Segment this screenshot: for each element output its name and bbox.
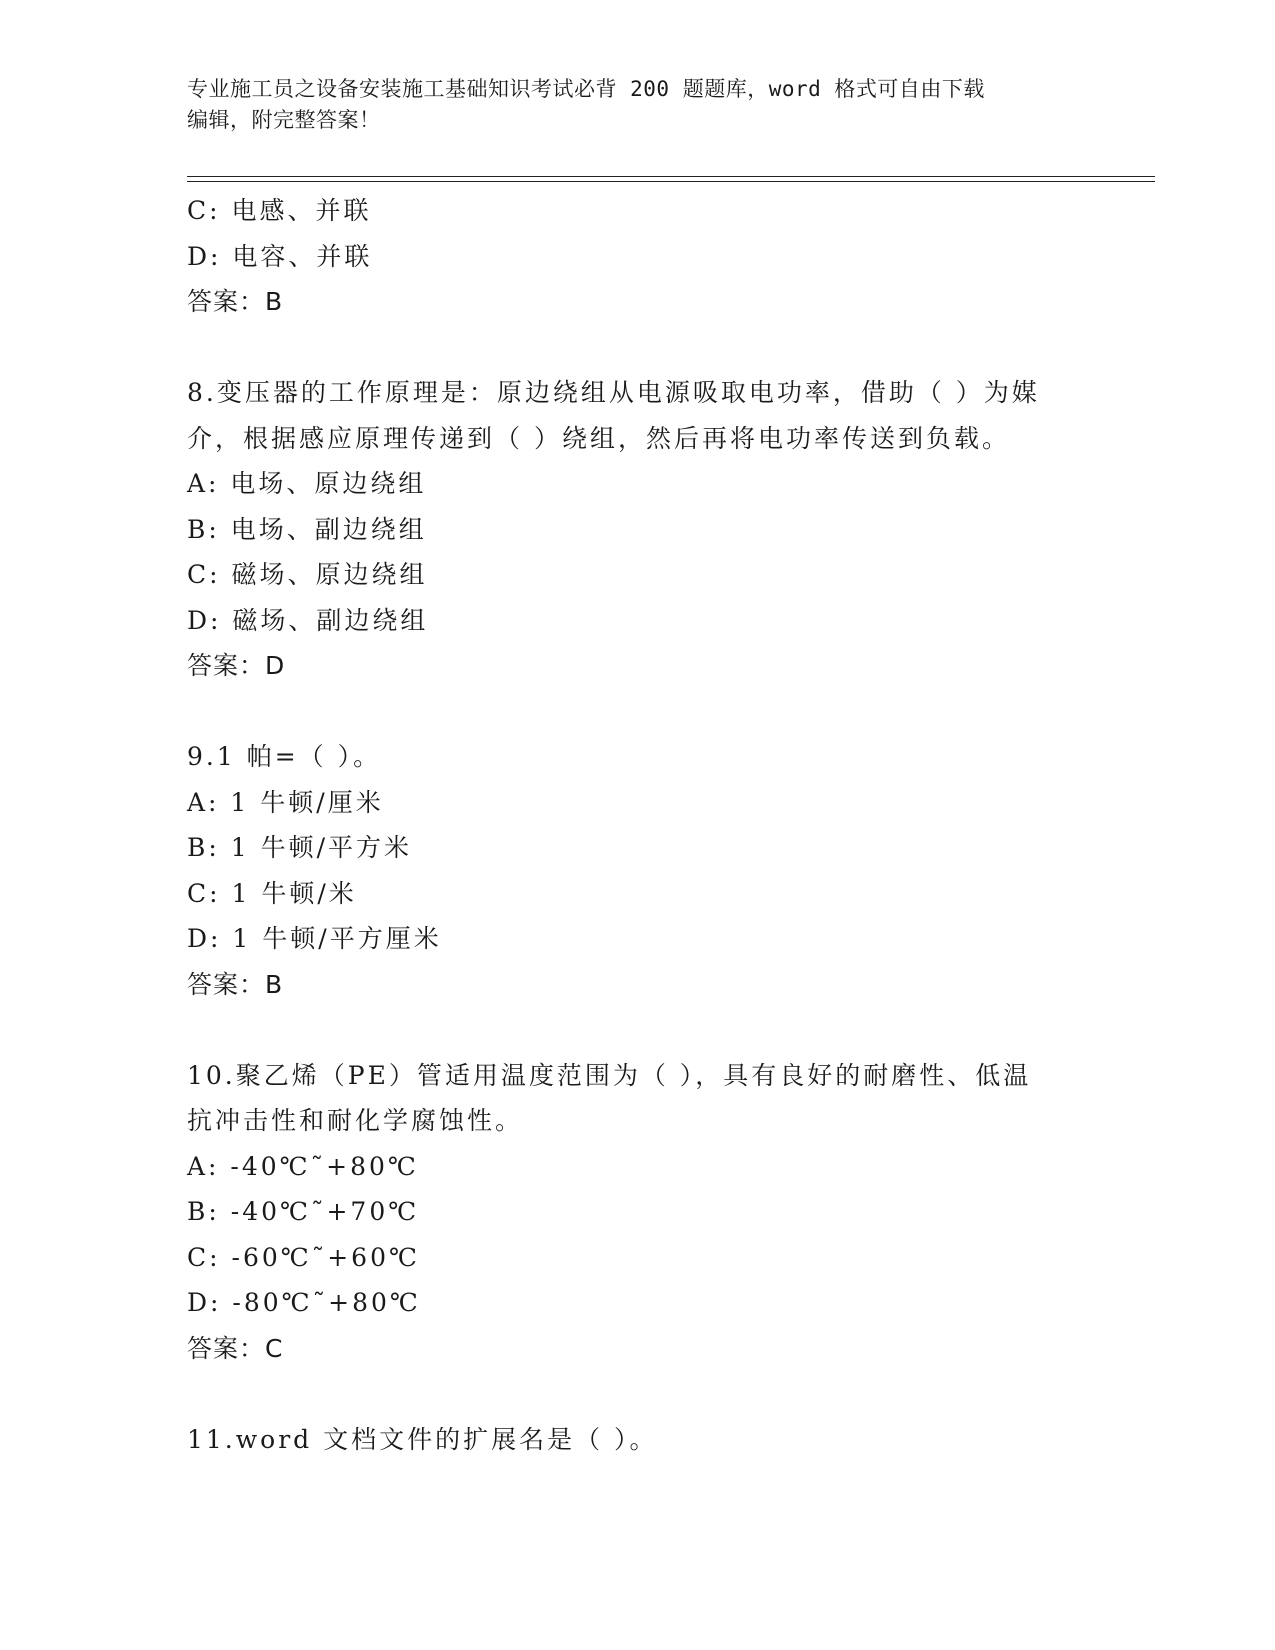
- q7-option-d: D: 电容、并联: [187, 241, 373, 271]
- header-line-2: 编辑，附完整答案！: [187, 108, 381, 132]
- q9-question: 9.1 帕=（ ）。: [187, 742, 382, 771]
- q8-option-a: A: 电场、原边绕组: [187, 469, 427, 498]
- q10-option-b: B: -40℃˜+70℃: [187, 1197, 420, 1226]
- header-line-1: 专业施工员之设备安装施工基础知识考试必背 200 题题库，word 格式可自由下载: [187, 77, 985, 101]
- q10-option-c: C: -60℃˜+60℃: [187, 1242, 420, 1272]
- q11-question: 11.word 文档文件的扩展名是（ ）。: [187, 1424, 658, 1454]
- q7-option-c: C: 电感、并联: [187, 196, 372, 225]
- spacer: [187, 325, 1087, 371]
- q9-option-c: C: 1 牛顿/米: [187, 878, 357, 908]
- spacer: [187, 1007, 1087, 1053]
- q9-option-a: A: 1 牛顿/厘米: [187, 787, 384, 817]
- q9-option-d: D: 1 牛顿/平方厘米: [187, 924, 442, 953]
- q10-question-line-2: 抗冲击性和耐化学腐蚀性。: [187, 1106, 524, 1135]
- q10-answer: 答案：C: [187, 1333, 284, 1363]
- q10-option-d: D: -80℃˜+80℃: [187, 1288, 421, 1317]
- q10-question-line-1: 10.聚乙烯（PE）管适用温度范围为（ ），具有良好的耐磨性、低温: [187, 1060, 1032, 1090]
- q10-option-a: A: -40℃˜+80℃: [187, 1151, 419, 1181]
- q8-option-b: B: 电场、副边绕组: [187, 514, 427, 544]
- question-body: [187, 188, 1087, 1462]
- header-divider-bottom: [187, 181, 1155, 182]
- q8-question-line-2: 介，根据感应原理传递到（ ）绕组，然后再将电功率传送到负载。: [187, 423, 1010, 453]
- spacer: [187, 1371, 1087, 1417]
- header-divider-top: [187, 176, 1155, 177]
- q7-answer: 答案：B: [187, 287, 284, 316]
- q8-question-line-1: 8.变压器的工作原理是：原边绕组从电源吸取电功率，借助（ ）为媒: [187, 378, 1040, 407]
- document-header: [187, 74, 1087, 136]
- q9-answer: 答案：B: [187, 969, 284, 999]
- q8-answer: 答案：D: [187, 651, 286, 680]
- q9-option-b: B: 1 牛顿/平方米: [187, 833, 413, 862]
- q8-option-d: D: 磁场、副边绕组: [187, 605, 429, 635]
- q8-option-c: C: 磁场、原边绕组: [187, 560, 428, 589]
- spacer: [187, 689, 1087, 735]
